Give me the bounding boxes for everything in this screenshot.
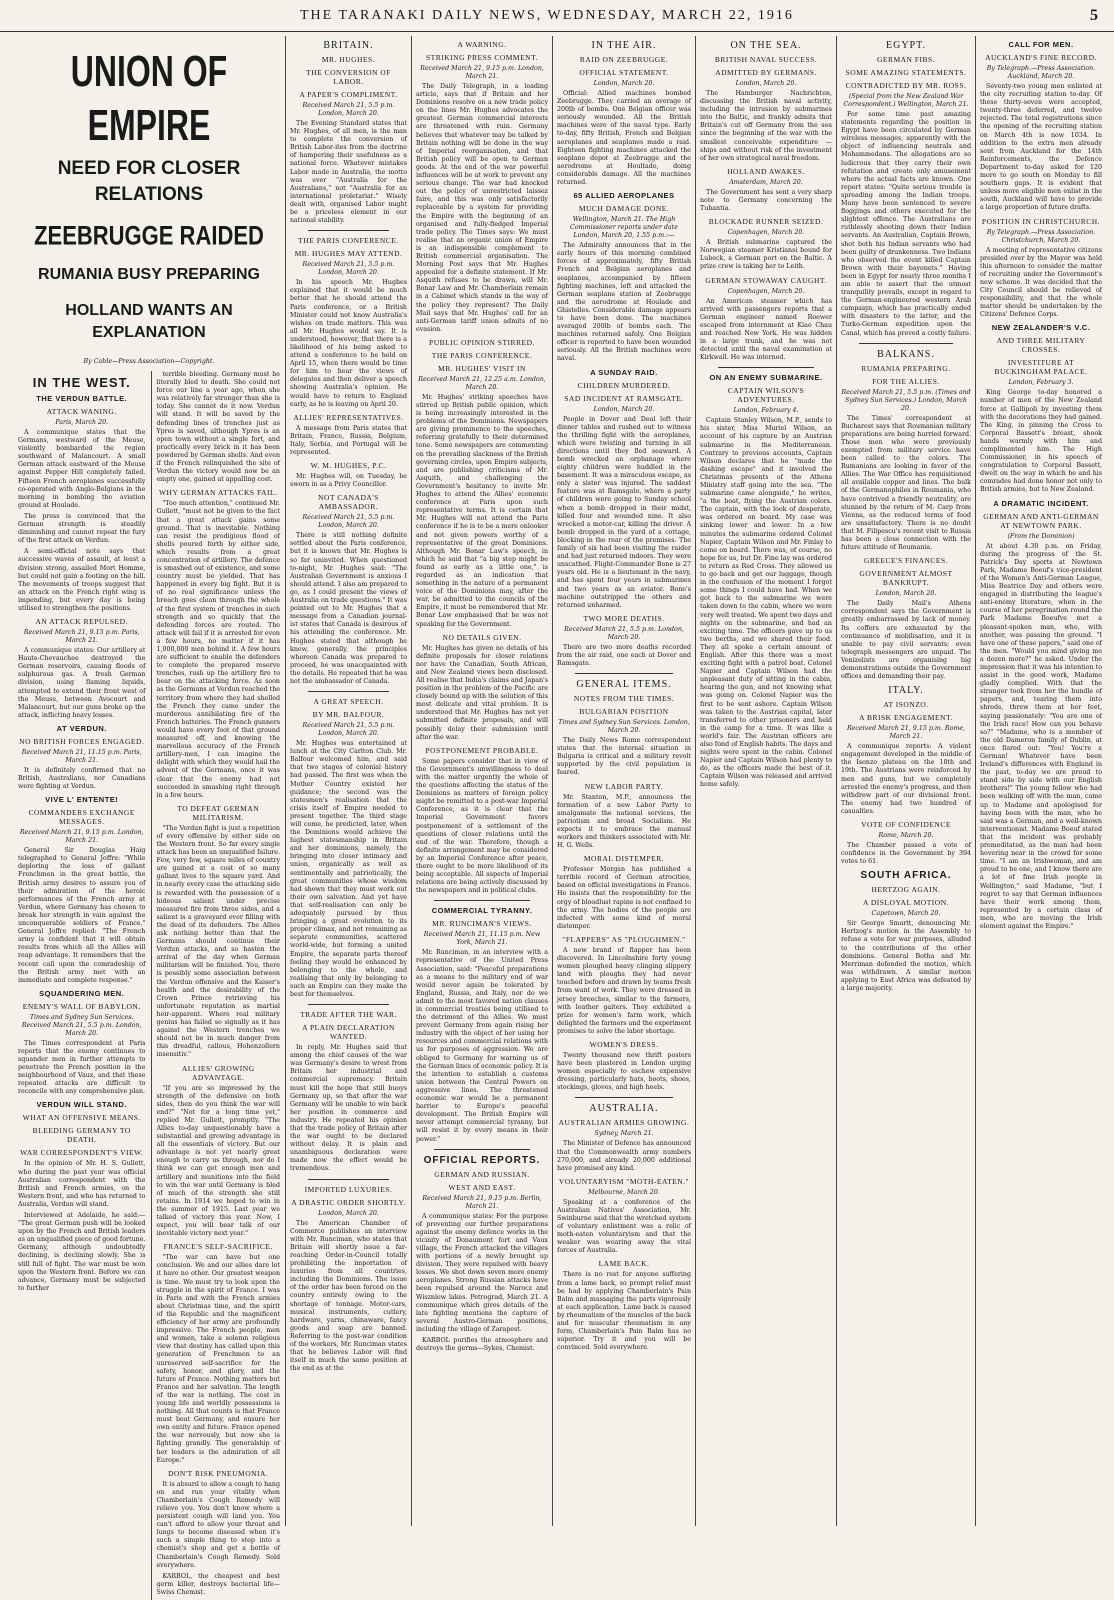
subheading: MR. HUGHES' VISIT IN: [438, 363, 526, 373]
article-paragraph: For some time past amazing statements regarding the position in Egypt have been circulated by German wireless messages, apparently with the object of influencing neutrals and Mohammedans. The allegations are so ludicrous that they carry their own refutation and create only amusement where the actual facts are known. One report states: "Quite serious trouble is spreading among the Indian troops. Many have been sentenced to severe floggings and others executed for the slightest offence. The Australians are ruthlessly shooting down their Indian servants. An Australian, Captain Brown, shot both his Indian servants who had been guilty of drunkenness. Two Indians who observed the event killed Captain Brown with their bayonets." Having been in Egypt for nearly three months I am able to assert that the utmost tranquility prevails, except in regard to the German-engineered western Arab campaign, which has practically ended with disasters to the latter, and the Turko-German expedition upon the Canal, which has proved a costly failure.: [841, 111, 971, 337]
subheading: MUCH DAMAGE DONE.: [578, 204, 670, 214]
dateline: Received March 21, 9.15 p.m. Paris, March 21.: [23, 629, 140, 645]
article-paragraph: Mr. Hughes was entertained at lunch at the City Carlton Club. Mr. Balfour welcomed him, and said that two stages of colonial history had passed. The first was when the Mother Country existed her guidance; the second was the statesmen's realisation that the crisis itself of Empire needed to present together. The third stage will come, he predicted, later, when the Dominions would achieve the highest statesmanship in Britain and her dominions, namely, the bringing into closer intimacy and union, organically as well as sentimentally and patriotically, the great communities whose wisdom had shown that they must work out their own salvation. And yet have that self-realisation can only be adequately pursued by thus bringing a great evolution to its proper climax, and not remaining as separate communities, scattered world-wide, but forming a united Empire, the separate parts thereof feeling they would be enhanced by belonging to the whole, and realising that only by belonging to such an Empire can they make the best for themselves.: [290, 740, 407, 998]
article-paragraph: Mr. Hughes' striking speeches have stirred up British public opinion, which is being increasingly interested in the problems of the Dominions. Newspapers are giving prominence to the speeches, referring gratefully to their determined tone. Some newspapers are commenting on the prevailing slackness of the British governing circles, upon Empire subjects, and are publishing criticisms of Mr. Asquith, and challenging the Government's hesitancy to invite Mr. Hughes to attend the Allies' economic conference at Paris upon such representative terms. It is certain that Mr. Hughes will not attend the Paris conference if he is to be a mere onlooker and not given powers worthy of a representative of the great Dominions. Although Mr. Bonar Law's speech, in which he said that "a big step might be found as early as a little one," is regarded as an indication that something in the nature of a permanent voice of the Dominions may, after the war, be admitted to the councils of the Empire, it must be remembered that Mr. Bonar Law emphasised that he was not speaking for the Government.: [416, 393, 548, 628]
dateline: London, March 20.: [318, 1209, 379, 1217]
headline-union-of-empire: UNION OF EMPIRE: [70, 46, 228, 150]
article-paragraph: At about 4.30 p.m. on Friday, during the progress of the St. Patrick's Day sports at Newtown Park, Madame Boeuf's vice-president of the Women's Anti-German League, Miss Beatrice Day and others were engaged in distributing the league's anti-enemy literature, when in the course of her peregrination round the Park Madame Boeufve met a pleasant-spoken man, who, with another, was passing the ground. "I have one of these papers," said one of the men. "Would you mind giving me a dozen more?" he asked. Under the impression that it was his intention to assist in the good work, Madame gladly complied. With that the stranger took from her the bundle of papers, and, tearing them into shreds, threw them at her feet, saying passionately: "You are one of the Irish race! How can you behave so?" "Madame, who is a member of the old Dameron family of Dublin, at once flared out: "You! You're a German! Whatever have been Ireland's differences with England in the past, to-day we are proud to stand side by side with our English brothers!" The young fellow who had been walking off with the man, came up to Madame and apologised for having been with the man, who he said was a German, and a well-known interventionist. Madame Boeuf stated that the incident was probably premeditated, as the man had been hovering near in the crowd for some time. "I am an Irishwoman, and am proud to be one, and I know there are a lot of fine Irish people in Wellington," said Madame, "but I regret to say that German influences have their work among them, represented by a certain class of men, who are moving the Irish element against the Empire.": [980, 542, 1102, 930]
subheading: POSITION IN CHRISTCHURCH.: [981, 216, 1101, 226]
subheading: RAID ON ZEEBRUGGE.: [579, 55, 669, 64]
subheading: CAPTAIN WILSON'S ADVENTURES.: [727, 386, 805, 405]
heading: 65 ALLIED AEROPLANES: [573, 191, 675, 201]
subheading: BY MR. BALFOUR.: [312, 710, 385, 720]
dateline: (Special from the New Zealand War Correspondent.) Wellington, March 21.: [843, 93, 969, 108]
subheading: HERTZOG AGAIN.: [871, 885, 941, 895]
subheading: A PAPER'S COMPLIMENT.: [299, 90, 398, 99]
article-paragraph: The Hamburger Nachrichten, discussing the British naval activity, including the intrusion by submarines into the Baltic, and frankly admits that Britain's cut off Germany from the sea since the beginning of the war with the smallest conceivable expenditure — ships and without risk of the investment of her own strategical naval freedom.: [700, 90, 832, 162]
heading: ITALY.: [888, 685, 924, 697]
article-paragraph: A communique states that the Germans, westward of the Meuse, violently bombarded the region southward of Malancourt. A small German attack eastward of the Meuse against Pepper Hill completely failed. Fifteen French aeroplanes successfully co-operated with Anglo-Belgians in the morning in bombing the aviation ground at Houlade.: [18, 429, 146, 509]
advert-paragraph: KARBOL, the cheapest and best germ killer, destroys bacterial life—Swiss Chemist.: [156, 1572, 280, 1596]
article-paragraph: The Times correspondent at Paris reports that the enemy continues to squander men in further attempts to penetrate the French position in the neighbourhood of Vaux, and that these repeated attacks are difficult to reconcile with any comprehensive plan.: [18, 1039, 146, 1096]
separator: [308, 230, 389, 231]
subheading: FOR THE ALLIES.: [872, 376, 940, 386]
dateline: Received March 21, 11.15 p.m. New York, March 21.: [423, 931, 541, 947]
article-paragraph: King George to-day honored a number of men of the New Zealand force at Gallipoli by investing them with the decorations they had gained. The King, in pinning the Cross to Corporal Bassett's breast, shook hands warmly with him and complimented him. The High Commissioner, in his speech of congratulation to Corporal Bassett, dwelt on the way in which he and his comrades had done honor not only to British armies, but to New Zealand.: [980, 389, 1102, 494]
dateline: Rome, March 20.: [878, 832, 934, 839]
headline-holland: HOLLAND WANTS AN EXPLANATION: [65, 302, 233, 341]
article-paragraph: General Sir Douglas Haig telegraphed to General Joffre: "While deploring the loss of gallant Frenchmen in the great battle, the British army desires to assure you of their admiration of the heroic performances of the French army at Verdun, where Germany has chosen to break her strength in vain against the unconquerable soldiers of France." General Joffre replied: "The French army is confident that it will obtain results from which all the Allies will reap advantage. It remembers that the recent call upon the comradeship of the British army met with an immediate and complete response.": [18, 847, 146, 984]
article-paragraph: Professor Morgan has published a terrible record of German atrocities, based on official investigations in France. He insists that the responsibility for the orgy of bloodlust rapine is not confined to the army. The bodies of the people are infected with some kind of moral distemper.: [557, 866, 691, 930]
article-paragraph: In reply, Mr. Hughes said that among the chief causes of the war was Germany's desire to wrest from Britain her industrial and commercial supremacy. Britain must kill the hope that still buoys Germany up, so that after the war Germany will be unable to win back her position in commerce and industry. He repeated his opinion that the trade policy of Britain after the war ought to be declared without delay. It is plain and unambiguous declaration were made now the effect would be tremendous.: [290, 1044, 407, 1173]
dateline: Received March 21, 12.25 a.m. London, March 20.: [418, 375, 546, 391]
article-paragraph: A communique reports: A violent engagement developed in the middle of the Isonzo plateau on the 18th and 19th. The Austrians were reinforced by men and guns, but we completely arrested the enemy's progress, and then withdrew part of our divisional front. The enemy had two hundred of casualties.: [841, 743, 971, 815]
column-britain: [286, 36, 411, 1526]
page-number: 5: [1090, 6, 1098, 24]
dateline: London, March 20.: [875, 590, 937, 598]
article-paragraph: The press is convinced that the German strength is steadily diminishing and cannot repeat the fury of the first attack on Verdun.: [18, 512, 146, 545]
article-paragraph: There is still nothing definite settled about the Paris conference, but it is known that Mr. Hughes is so far uninvited. When questioned to-night, Mr. Hughes said: "The Australian Government is anxious I should attend. I also am prepared to go, as I could present the views of Australia on trade questions." It was pointed out to Mr. Hughes that a message from a Canadian journal-ist states that Canada is desirous of his attending the conference. Mr. Hughes stated that although he knew, generally, the principles whereon Canada was prepared to proceed, he was unacquainted with the details. He repeated that he was not the ambassador of Canada.: [290, 532, 407, 685]
subheading: OFFICIAL STATEMENT.: [579, 68, 669, 77]
subheading: COMMANDERS EXCHANGE MESSAGES.: [28, 808, 135, 827]
subheading: A PLAIN DECLARATION WANTED.: [302, 1023, 395, 1042]
subheading: MR. RUNCIMAN'S VIEWS.: [432, 919, 532, 929]
heading: SQUANDERING MEN.: [39, 988, 125, 998]
dateline: Capetown, March 20.: [871, 910, 941, 918]
dateline: By Telegraph.—Press Association. Christchurch, March 20.: [986, 228, 1096, 244]
dateline: Received March 21, 5.5 p.m. London, March 20.: [302, 722, 395, 738]
subheading: MR. HUGHES MAY ATTEND.: [294, 249, 403, 259]
article-paragraph: Mr. Runciman, in an interview with a representative of the United Press Association, said: "Peaceful preparations as a means to the military end of war would never again be tolerated by England, Russia, and Italy, nor do we admit to the most favored nation clauses in commercial treaties being utilised to the detriment of the Allies. We must prevent Germany from again rising her industry with the object of her using her resources and commercial relations with us for purposes of aggression. We are obliged to Germany for warning us of the German lines of economic policy. It is the intention to establish a customs union between the Central Powers on aggressive lines. The threatened economic war would be a permanent barrier to Europe's peaceful development. The British Empire will never attempt commercial tyranny, but will resist it by every means in their power.": [416, 949, 548, 1143]
article-paragraph: "The Verdun fight is just a repetition of every offensive by either side on the Western front. So far every single attack has been an unqualified failure. Few, very few, square miles of country are gained at a cost of so many gallant lives to the square yard. And in nearly every case the attacking side is rewarded with the possession of a hideous salient under precise measured fire from three sides, and a salient is a graveyard ever filling with the dead of its defenders. The Allies ask nothing better than that the Germans should continue their Verdun attacks, and so hasten the arrival of the day when German militarism will be finished. You, there is possibly some association between the Verdun offensive and the Kaiser's health and the desirability of the Crown Prince retrieving his unfortunate reputation as martial heir-apparent. Where real military genius has failed so signally as it has against the Western trenches we should not be in much danger from this dreadful, callous, Hohenzollern insensitiv.": [156, 824, 280, 1059]
subheading: TWO MORE DEATHS.: [583, 613, 665, 623]
subheading: WAR CORRESPONDENT'S VIEW.: [20, 1148, 144, 1158]
article-paragraph: It is definitely confirmed that no British, Australians, nor Canadians were fighting at Verdun.: [18, 766, 146, 791]
article-paragraph: A new brand of flapper has been discovered. In Lincolnshire forty young women ploughed heavy clinging slippery land with ploughs they had never touched before and drawn by teams fresh from want of work. They were dressed in jersey breeches, similar to the farmers, with leather gaiters. They exhibited a prize for women's farm work, which delighted the farmers and the experiment promises to solve the labor shortage.: [557, 946, 692, 1035]
dateline: Received March 21, 5.5 p.m. (Times and Sydney Sun Services.) London, March 20.: [841, 388, 971, 412]
subheading: ADMITTED BY GERMANS.: [715, 68, 817, 77]
subheading: STRIKING PRESS COMMENT.: [426, 53, 538, 62]
subheading: A DISLOYAL MOTION.: [862, 898, 949, 908]
subheading: A DRASTIC ORDER SHORTLY.: [291, 1197, 406, 1207]
article-paragraph: The Chamber passed a vote of confidence in the Government by 394 votes to 61.: [841, 842, 971, 866]
subheading: A BRISK ENGAGEMENT.: [859, 713, 953, 723]
article-paragraph: A message from Paris states that Britain, France, Russia, Belgium, Italy, Serbia, and Portugal will be represented.: [290, 424, 407, 456]
subheading: WOMEN'S DRESS.: [589, 1039, 659, 1049]
headline-zeebrugge: ZEEBRUGGE RAIDED: [34, 220, 264, 251]
separator: [308, 1004, 389, 1005]
heading: BRITAIN.: [323, 40, 374, 51]
dateline: Received March 21, 9.15 p.m. Rome, March 21.: [846, 725, 966, 741]
dateline: Received March 21, 5.5 p.m. London, March 20.: [302, 261, 395, 277]
article-paragraph: "The war can have but one conclusion. We and our allies dare let it have no other. Our greatest weapon is time. We must try to look upon the struggle in the spirit of France. I was in Paris and with the French armies about Christmas time, and the spirit of the Republic and the magnificent efficiency of her army are profoundly impressive. The French people, men and women, take a solemn religious view that destiny has called upon this generation of Frenchmen to an unreserved self-sacrifice for the safety, honor, and glory, and the future of France. Nothing matters but France and her salvation. The length of the war is nothing. The cost in young life and worldly possessions is nothing. All that counts is that France must beat Germany, and ensure her own entity and future. France opened the war nervously, but now she is fighting grandly. The generalship of her leaders is the admiration of all Europe.": [156, 1254, 280, 1464]
article-paragraph: Official: Allied machines bombed Zeebrugge. They carried an average of 200lb of bombs. One Belgian officer was seriously wounded. All the British machines were of the naval type. Early to-day, fifty British, French and Belgian aeroplanes and seaplanes made a raid. Eighteen fighting machines attacked the seaplane depot at Zeebrugge and the aerodrome at Houltade, doing considerable damage. All the machines returned.: [557, 90, 691, 187]
subheading: NO DETAILS GIVEN.: [442, 632, 522, 642]
separator: [575, 1097, 673, 1098]
article-paragraph: Mr. Stanton, M.P., announces the formation of a new Labor Party to amalgamate the national services, the patriotism and broad Socialism. He expects it to embrace the manual workers and thinkers associated with Mr. H. G. Wells.: [557, 793, 691, 850]
advert-paragraph: It is absurd to allow a cough to hang on and run your vitality when Chamberlain's Cough Remedy will relieve you. You don't know where a persistent cough will land you. You can't afford to allow your throat and lungs to become diseased when it's such a simple thing to step into a chemist's shop and get a bottle of Chamberlain's Cough Remedy. Sold everywhere.: [156, 1480, 280, 1569]
article-paragraph: "If you are so impressed by the strength of the defensive on both sides, then do you think the war will end?" "Not for a long time yet," replied Mr. Gullett, promptly. "The Allies to-day unquestionably have a substantial and growing advantage in all the essentials of victory. But our advantage is not yet nearly great enough to carry us through, nor do I think we can get enough men and artillery and munitions into the field to win the war until Germany is bled of much of the strength she still retains. In 1914 we hoped to win in the summer of 1915. Last year we talked of victory this year. Now, I expect, you will hear talk of our inevitable victory next year.": [156, 1084, 280, 1238]
subheading: HOLLAND AWAKES.: [727, 166, 805, 176]
article-paragraph: People in Dover and Deal left their dinner tables and rushed out to witness the thrilling fight with the aeroplanes, which were twisting and turning in all directions until they fled seaward. A bomb wrecked an orphanage where eighty children were huddled in the basement. It was a miraculous escape, as only a sister was injured. The saddest feature was at Ramsgate, where a party of children were going to Sunday school when a bomb dropped in their midst, killed four and wounded nine. It also wrecked a motor-car, killing the driver. A bomb dropped in the yard of a cottage, blocking in the rear of the premises. The family of six had been visiting the raider and had just returned indoors. They were unscathed. Flight-Commander Bone is 27 years old. He is a lieutenant in the navy, and has spent four years in submarines and two years as an aviator. Bone's machine outstripped the others and returned unharmed.: [557, 415, 691, 609]
dateline: By Telegraph.—Press Association. Auckland, March 20.: [986, 65, 1096, 80]
article-paragraph: Seventy-two young men enlisted at the city recruiting station to-day. Of these thirty-seven were accepted, twenty-three deferred, and twelve rejected. The total registrations since the opening of the recruiting station on March 4th is now 1034. In addition to the extra men already sent from Auckland for the 14th Reinforcements, the Defence Department to-day asked for 120 more to go south on Monday to fill southern gaps. It is evident that unless more eligible men enlist in the south, Auckland will have to provide a large proportion of future drafts.: [980, 83, 1102, 212]
article-paragraph: A semi-official note says that successive waves of assault, at least a division strong, assailed Mort Homme, but could not gain a footing on the hill. The movements of troops suggest that an attack on the French right wing is impending, but every day is being utilised to strengthen the positions.: [18, 548, 146, 612]
subheading: SAD INCIDENT AT RAMSGATE.: [564, 393, 684, 403]
article-paragraph: Mr. Hughes has given no details of his definite proposals for closer relations nor have the Canadian, South African, and New Zealand views been disclosed. All realise that India's claims and Japan's position in the problem of the Pacific are closely bound up with the solution of this most delicate and vital problem. It is understood that Mr. Hughes has not yet submitted definite proposals, and will possibly delay their submission until after the war.: [416, 644, 548, 741]
article-paragraph: Some papers consider that in view of the Government's unwillingness to deal with the matter urgently the whole of the questions affecting the status of the Dominions as matters of foreign policy might be remitted to a post-war Imperial Conference, as it is clear that the Imperial Government favors postponement of a settlement of the questions of closer relations until the end of the war. Therefore, though a definite arrangement may be considered by an Imperial Conference after peace, there ought to be more likelihood of its being acceptable. All aspects of Imperial relations are being actively discussed by the newspapers and in political clubs.: [416, 757, 548, 895]
byline: By Cable—Press Association—Copyright.: [83, 358, 215, 365]
subheading: GERMAN FIBS.: [876, 55, 936, 64]
article-paragraph: The Minister of Defence has announced that the Commonwealth army numbers 270,000, and already 20,000 additional have promised any kind.: [557, 1140, 691, 1172]
subheading: NOTES FROM THE TIMES.: [573, 694, 675, 704]
article-paragraph: Captain Stanley Wilson, M.P., sends to his sister, Miss Muriel Wilson, an account of his capture by an Austrian submarine in the Mediterranean. Contrary to previous accounts, Captain Wilson declares that he "made the dashing escape" and it involved the Christmas presents of the Athens Ministry staff going into the sea. "The submarine came alongside," he writes, "a the boat, flying the Austrian colors. The captain, with the look of desperate, was ordered on board. My case was sinking lower and lower. In a few minutes the submarine ordered Colonel Napier, Captain Wilson and Mr. Finlay to come on board. There was, of course, no hope for us, but Dr. Fine lay was ordered to return as Red Cross. They allowed us to go back and get our luggage, though in the confusion of the moment I forgot some things I could have had. When we got back to the submarine we were taken down to the cabin, where we were very well treated. We spent two days and nights on the submarine, and had an exciting time. The officers gave up to us two berths, and we shared their food. They all spoke a certain amount of English. After this there was a most exciting fight with a patrol boat. Colonel Napier and Captain Wilson had the unpleasant duty of sitting in the cabin, hearing the gun, and not knowing what was going on. Colonel Napier was the first to be sent ashore. Captain Wilson was taken to the Austrian capital, later transferred to other prisoners and held in the camp for a time. It was like a world's fair. The Austrian officers are also fond of English habits. The days and nights were spent in the cabin. Colonel Napier and Captain Wilson had plenty to do, as the officers made the best of it. Captain Wilson was released and arrived home safely.: [700, 417, 832, 789]
col1-right: [151, 371, 280, 1600]
subheading: AT ISONZO.: [883, 700, 929, 710]
article-paragraph: terrible bleeding. Germany must be literally bled to death. She could not force our line a year ago, when she was relatively far stronger than she is today. She cannot do it now. Verdun will stand. It will be saved by the defending lines of trenches just as Ypres is saved, although Ypres is an open town without a single fort, and practically every brick in it has been powdered by German shells. And even if the French relinquished the site of Verdun the victory would now be an empty one, gained at appalling cost.: [156, 371, 280, 484]
subheading: FRANCE'S SELF-SACRIFICE.: [163, 1242, 273, 1252]
article-paragraph: "Too much attention," continued Mr. Gullett, "must not be given to the fact that a great attack gains some ground. That is inevitable. Nothing can resist the prodigious flood of shells poured forth by either side, which results from a great concentration of artillery. The defence is smashed out of existence, and some country must be yielded. That has happened in every big fight. But it is of no real significance unless the breach goes clean through the whole of the first system of trenches in such strength and so quickly that the defending forces are routed. The attack will fail if it is arrested for even a few hours, no matter if it has 1,000,000 men behind it. A few hours are sufficient to enable the defenders to complete the prepared reserve trenches, rush up the artillery fire to bear on the attacking force. As soon as the Germans at Verdun reached the territory from where they had shelled the French they came under the murderous annihilating fire of the French batteries. The French gunners would have every foot of that ground measured off, and knowing the marvellous accuracy of the French artillery-men, I can imagine the delight with which they would hail the advent of the Germans, once it was clear that the enemy had not succeeded in smashing right through in a few hours.: [156, 500, 280, 799]
article-paragraph: An American steamer which has arrived with passengers reports that a German engineer named Roewer escaped from internment at Kiao Chau and reached New York. He was hidden in a large trunk, and he was not detected until the naval examination at Kirkwall. He was interned.: [700, 297, 832, 362]
dateline: (From the Dominion): [1007, 532, 1075, 540]
separator: [859, 343, 953, 344]
article-paragraph: The Times' correspondent at Bucharest says that Roumanian military preparations are being hurried forward. Those men who were previously exempted from military service have been called to the colors. The Rumanians are looking in favor of the Allies. The War Office has requisitioned all available copper and lines. The bulk of the Germanophiles in Roumania, who have contrived a friendly neutrality, are stunned by the return of M. Carp from Vienna, as the reduced terms of food are unsatisfactory. There is no doubt that M. Filipescu's recent visit to Russia has been a close connection with the future attitude of Roumania.: [841, 414, 971, 552]
masthead: [0, 0, 1114, 32]
column-air: [553, 36, 695, 1526]
advert-paragraph: There is no rest for anyone suffering from a lame back, so prompt relief must be had by applying Chamberlain's Pain Balm and massaging the parts vigorously at each application. Lame back is caused by rheumatism of the muscles of the back and for muscular rheumatism in any form, Chamberlain's Pain Balm has no superior. Try it and you will be convinced. Sold everywhere.: [557, 1271, 691, 1352]
subheading: BULGARIAN POSITION: [579, 707, 669, 717]
dateline: Copenhagen, March 20.: [727, 229, 805, 237]
masthead-title: THE TARANAKI DAILY NEWS, WEDNESDAY, MARCH 22, 1916: [300, 7, 794, 23]
dateline: Paris, March 20.: [55, 419, 109, 426]
separator: [575, 673, 673, 674]
subheading: MR. HUGHES.: [321, 55, 376, 64]
subheading: GERMAN STOWAWAY CAUGHT.: [705, 275, 827, 285]
headline-closer-relations: NEED FOR CLOSER RELATIONS: [57, 158, 241, 205]
separator: [434, 900, 530, 901]
heading: AT VERDUN.: [56, 723, 107, 733]
dateline: London, February 4.: [733, 407, 799, 415]
dateline: Sydney, March 21.: [594, 1130, 654, 1138]
dateline: Received March 21, 5.5 p.m. London, March 20.: [302, 514, 395, 530]
heading: A GREAT SPEECH.: [313, 697, 384, 707]
article-paragraph: In his speech Mr. Hughes explained that it would be much better that he should attend the Paris conference, or a British Minister could not know Australia's wishes on trade matters. This was all Mr. Hughes would say. It is understood, however, that there is a likelihood of his being asked to attend a conference to be held on April 15, when there would be time for him to hear the views of delegates and then deliver a speech showing Australia's opinion. He would have to return to England early, as he is leaving on April 20.: [290, 279, 407, 408]
subheading: GOVERNMENT ALMOST BANKRUPT.: [859, 569, 953, 588]
subheading: CONTRADICTED BY MR. ROSS.: [845, 81, 967, 90]
heading: THE VERDUN BATTLE.: [36, 394, 128, 403]
subheading: NEW LABOR PARTY.: [584, 781, 664, 791]
subheading: WHAT AN OFFENSIVE MEANS.: [22, 1113, 141, 1123]
heading: AUSTRALIA.: [589, 1103, 659, 1115]
subheading: PUBLIC OPINION STIRRED.: [429, 337, 535, 347]
article-paragraph: The Daily Mail's Athens correspondent says the Government is greatly embarrassed by lack of money. Its coffers are exhausted by the continuance of mobilisation, and it is unable to pay civil servants; even telegraph messengers are unpaid. The Venizelists are organising big demonstrations outside the Government offices and demanding their pay.: [841, 600, 971, 681]
dateline: Received March 21, 9.15 p.m. London, March 21.: [420, 65, 544, 80]
column-call-for-men: [976, 36, 1106, 1526]
subheading: WHY GERMAN ATTACKS FAIL.: [158, 488, 278, 498]
subheading: SOME AMAZING STATEMENTS.: [845, 68, 967, 77]
col1-left: [18, 371, 145, 1600]
column-sea: [696, 36, 836, 1526]
subheading: AUSTRALIAN ARMIES GROWING.: [558, 1118, 690, 1128]
article-paragraph: Sir George Smartt, denouncing Mr. Hertzog's motion in the Assembly to refuse a vote for war purposes, alluded to the contributions of the other dominions. General Botha and Mr. Merriman defended the motion, which was withdrawn. A similar motion applying to East Africa was defeated by a large majority.: [841, 920, 971, 993]
dateline: Times and Sydney Sun Services. Received March 21, 5.5 p.m. London, March 20.: [21, 1013, 142, 1037]
article-paragraph: The American Chamber of Commerce publishes an interview with Mr. Runciman, who states that Britain will shortly issue a far-reaching Order-in-Council totally prohibiting the importation of luxuries from all countries, including the Dominions. The issue of the order has been forced on the country entirely owing to the shortage of tonnage. Motor-cars, musical instruments, cutlery, hardware, yarns, chinaware, fancy goods and soap are banned. Referring to the post-war condition of the workers, Mr. Runciman states that he believes Labor will find itself in much the same position at the end as at the: [290, 1219, 407, 1373]
heading: TRADE AFTER THE WAR.: [300, 1010, 397, 1020]
subheading: CHILDREN MURDERED.: [577, 380, 671, 390]
dateline: London, March 20.: [735, 80, 797, 87]
heading: A WARNING.: [457, 40, 507, 49]
heading: A DRAMATIC INCIDENT.: [993, 498, 1089, 508]
article-paragraph: Interviewed at Adelaide, he said:— "The great German push will be looked upon by the French and British leaders as an unqualified piece of good fortune. Germany, although undoubtedly declining, is declining slowly. She is still full of fight. The war must be won upon the Western front. Before we can advance, Germany must be subjected to further: [18, 1212, 146, 1292]
heading: ON AN ENEMY SUBMARINE.: [709, 373, 823, 383]
subheading: GERMAN AND RUSSIAN.: [434, 1169, 530, 1179]
dateline: Received March 21, 5.5 p.m. London, March 20.: [302, 102, 395, 117]
separator: [718, 367, 814, 368]
subheading: INVESTITURE AT BUCKINGHAM PALACE.: [994, 358, 1088, 377]
dateline: London, March 20.: [593, 405, 655, 413]
heading: A SUNDAY RAID.: [590, 367, 658, 377]
subheading: NO BRITISH FORCES ENGAGED.: [19, 736, 145, 746]
dateline: Received March 21, 9.15 p.m. Berlin, March 21.: [422, 1194, 542, 1210]
article-paragraph: The Admiralty announces that in the early hours of this morning combined forces of approximately, fifty British French and Belgian aeroplanes and seaplanes, accompanied by fifteen fighting machines, left and attacked the German seaplane station at Zeebrugge and the aerodrome at Houlade and Ghistelles. Considerable damage appears to have been done. The machines averaged 200lb of bombs each. The machines returned safely. One Belgian officer is reported to have been wounded seriously. All the British machines were naval.: [557, 242, 691, 363]
article-paragraph: A communique states: Our artillery at Haute-Chevauchee destroyed the German reservoirs, causing floods of sulphurous gas. A fresh German division, using flaming liquids, attempted to extend their front west of the Meuse, between Avocourt and Malancourt, but our guns broke up the attack, inflicting heavy losses.: [18, 647, 146, 719]
article-paragraph: Mr. Hughes will, on Tuesday, be sworn in as a Privy Councillor.: [290, 473, 407, 489]
subheading: BRITISH NAVAL SUCCESS.: [714, 55, 818, 64]
dateline: Times and Sydney Sun Services. London, March 20.: [558, 719, 690, 735]
dateline: Melbourne, March 20.: [588, 1188, 660, 1196]
article-paragraph: A British submarine captured the Norwegian steamer Kristiansi bound for Lubeck, a German port on the Baltic. A prize crew is taking her to Leith.: [700, 239, 832, 271]
dateline: Wellington, March 21. The High Commissioner reports under date London, March 20, 1.55 p.m.:—: [570, 216, 678, 240]
article-paragraph: A meeting of representative citizens presided over by the Mayor was held this afternoon to consider the matter of recruiting under the Government's new scheme. It was decided that the City Council should be relieved of responsibility, and that the whole matter should be undertaken by the Citizens' Defence Corps.: [980, 246, 1102, 319]
separator: [308, 1179, 389, 1180]
heading: COMMERCIAL TYRANNY.: [431, 906, 533, 916]
heading: CALL FOR MEN.: [1008, 40, 1074, 49]
dateline: London, March 20.: [593, 80, 655, 87]
subheading: WEST AND EAST.: [448, 1182, 516, 1192]
heading: VIVE L' ENTENTE!: [45, 795, 119, 805]
article-paragraph: There are two more deaths recorded from the air raid, one each at Dover and Ramsgate.: [557, 643, 691, 667]
subheading: NOT CANADA'S AMBASSADOR.: [318, 493, 379, 512]
article-paragraph: In the opinion of Mr. H. S. Gullett, who during the past year was official Australian correspondent with the British and French armies, on the Western front, and who has returned to Australia, Verdun will stand.: [18, 1160, 146, 1208]
dateline: Received March 21, 5.5 p.m. London, March 20.: [564, 625, 684, 641]
heading: IN THE AIR.: [591, 40, 657, 51]
subheading: THE PARIS CONFERENCE.: [431, 350, 533, 360]
subheading: TO DEFEAT GERMAN MILITARISM.: [177, 803, 260, 822]
article-paragraph: Twenty thousand new thrift posters have been plastered in London urging women especially to eschew expensive dressing, particularly hats, boots, shoes, stockings, gloves, and high heels.: [557, 1051, 691, 1092]
headline-rumania: RUMANIA BUSY PREPARING: [38, 266, 260, 283]
dateline: Amsterdam, March 20.: [729, 178, 803, 186]
dateline: Received March 21, 9.15 p.m. London, March 21.: [19, 829, 144, 845]
article-paragraph: Speaking at a conference of the Australian Natives' Association, Mr. Swinburne said that the wretched system of voluntary enlistment was a relic of moth-eaten voluntaryism and that the weaker was wearing away the vital forces of Australia.: [557, 1198, 691, 1255]
column-1: [14, 36, 284, 1596]
subheading: ALLIES' REPRESENTATIVES.: [293, 412, 404, 422]
separator: [308, 691, 389, 692]
heading: NEW ZEALANDER'S V.C.: [991, 323, 1091, 333]
heading: BALKANS.: [877, 348, 935, 360]
heading: VERDUN WILL STAND.: [36, 1100, 127, 1110]
dateline: Copenhagen, March 20.: [727, 287, 805, 295]
subheading: RUMANIA PREPARING.: [861, 363, 951, 373]
subheading: THE CONVERSION OF LABOR.: [306, 68, 391, 86]
heading: THE PARIS CONFERENCE.: [298, 236, 399, 246]
subheading: "FLAPPERS" AS "PLOUGHMEN.": [562, 934, 686, 944]
heading: IN THE WEST.: [32, 375, 131, 390]
column-egypt: [837, 36, 975, 1526]
heading: GENERAL ITEMS.: [576, 679, 672, 691]
separator: [434, 1149, 530, 1150]
subheading: VOLUNTARYISM "MOTH-EATEN.": [558, 1176, 690, 1186]
heading: ON THE SEA.: [730, 40, 802, 51]
subheading: GERMAN AND ANTI-GERMAN AT NEWTOWN PARK.: [983, 511, 1099, 530]
heading: IMPORTED LUXURIES.: [304, 1184, 393, 1194]
article-paragraph: The Daily Telegraph, in a leading article, says that if Britain and her Dominions resolve on a new trade policy on the lines Mr. Hughes advocates the greatest German commercial interests are threatened with ruin. Germany believes that whatever may be talked by Britain nothing will be done in the way of Imperial reorganisation, and that British policy will be open to German goods. At the end of the war powerful influences will be at work to prevent any serious change. The war had knocked out the policy of unrestricted laissez faire, and this was only satisfactorily replaceable by a system for providing the Empire with the beginning of an organised and fully-fledged Imperial trade policy. The Times says: We must realise that an organic union of Empire is an indispensible complement to British commercial organisation. The Morning Post says that Mr. Hughes appealed for a definite statement. If Mr. Asquith refuses to be drawn, will Mr. Bonar Law and Mr. Chamberlain remain in a Cabinet which stands in the way of the policy they represent? The Daily Mail says that Mr. Hughes' call for an anti-German tariff union admits of no evasion.: [416, 83, 548, 333]
subheading: W. M. HUGHES, P.C.: [310, 461, 387, 471]
heading: EGYPT.: [886, 40, 926, 51]
dateline: London, February 3.: [1008, 379, 1074, 387]
subheading: MORAL DISTEMPER.: [583, 854, 665, 864]
subheading: POSTPONEMENT PROBABLE.: [425, 745, 539, 755]
heading: GREECE'S FINANCES.: [863, 556, 949, 566]
subheading: AN ATTACK REPULSED.: [35, 617, 128, 627]
article-paragraph: The Daily News Rome correspondent states that the internal situation in Bulgaria is critical and a military revolt supported by the civil population is feared.: [557, 737, 691, 777]
article-paragraph: The Government has sent a very sharp note to Germany concerning the Tubantia.: [700, 188, 832, 213]
subheading: BLOCKADE RUNNER SEIZED.: [708, 217, 824, 227]
dateline: Received March 21, 11.15 p.m. Paris, March 21.: [21, 748, 142, 764]
subheading: ATTACK WANING.: [46, 407, 117, 416]
column-warning: [412, 36, 552, 1526]
subheading: LAME BACK.: [598, 1259, 650, 1269]
heading: SOUTH AFRICA.: [860, 870, 952, 882]
heading: OFFICIAL REPORTS.: [423, 1154, 541, 1166]
subheading: AND THREE MILITARY CROSSES.: [996, 336, 1086, 355]
article-paragraph: A communique states: For the purpose of preventing our further preparations against the enemy defence works in the vicinity of Donaumont fort and Vaux village, the French attacked the villages with portions of a newly brought up division. They were repulsed with heavy losses. We shot down seven more enemy aeroplanes. Strong Russian attacks have been repulsed around the Narocz and Wisznlew lakes. Petrograd, March 21. A communique which gives details of the late fighting mentions the capture of several Austro-German positions, including the village of Zarapest.: [416, 1212, 548, 1333]
advert-paragraph: KARBOL purifies the atmosphere and destroys the germs—Sykes, Chemist.: [416, 1337, 548, 1353]
article-paragraph: The Evening Standard states that Mr. Hughes, of all men, is the man to complete the conversion of British Labor-ites from the doctrine of hampering their usefulness as a national force. Whatever mistakes Labor made in Australia, the motto was ever "Australia for the Australians," not "Australia for an international proletariat." Wisely dealt with, organised Labor might be a priceless element in our national stability.: [290, 120, 407, 225]
subheading: VOTE OF CONFIDENCE: [861, 820, 951, 829]
subheading: AUCKLAND'S FINE RECORD.: [985, 53, 1097, 62]
subheading: BLEEDING GERMANY TO DEATH.: [32, 1126, 131, 1145]
subheading: ENEMY'S WALL OF BABYLON.: [22, 1001, 141, 1011]
subheading: ALLIES' GROWING ADVANTAGE.: [181, 1063, 255, 1082]
subheading: DON'T RISK PNEUMONIA.: [168, 1468, 269, 1478]
